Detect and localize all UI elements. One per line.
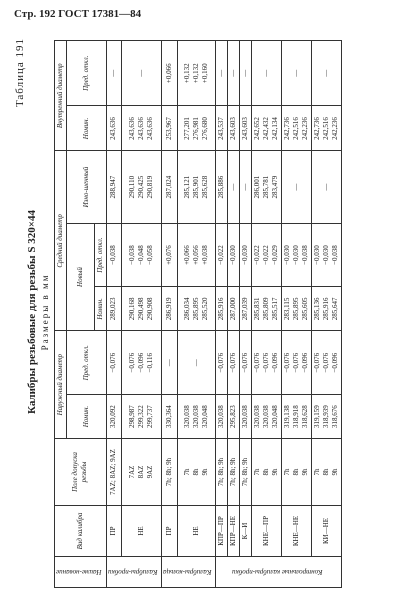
cell-line: — bbox=[322, 183, 331, 191]
col-inner: Внутренний диаметр bbox=[55, 41, 67, 151]
group-label-text: Контрольные калибры-пробки bbox=[232, 568, 323, 577]
col-inner-dev: Пред. откл. bbox=[67, 41, 107, 106]
cell-line: — bbox=[229, 69, 238, 77]
cell-line: 320,038 bbox=[253, 405, 262, 428]
cell-line: 285,895 bbox=[192, 297, 201, 321]
cell-line: 242,652 bbox=[253, 117, 262, 140]
cell-idev bbox=[252, 41, 282, 106]
cell-line: 7h bbox=[313, 468, 322, 476]
cell-vid: КНЕ—ПР bbox=[252, 506, 282, 557]
cell-line: 285,916 bbox=[322, 297, 331, 321]
cell-line: 283,479 bbox=[271, 175, 280, 199]
cell-onom bbox=[177, 395, 216, 439]
cell-line: 285,831 bbox=[253, 297, 262, 321]
page-header: Стр. 192 ГОСТ 17381—84 bbox=[14, 8, 142, 20]
cell-line: +0,056 bbox=[192, 245, 201, 265]
cell-mworn bbox=[122, 151, 162, 223]
cell-line: −0,076 bbox=[241, 352, 250, 373]
cell-line: 243,603 bbox=[241, 117, 250, 140]
cell-line: −0,076 bbox=[109, 352, 118, 373]
cell-onom bbox=[162, 395, 178, 439]
cell-line: 7h; 8h; 9h bbox=[229, 457, 238, 487]
col-mid-dev: Пред. откл. bbox=[94, 223, 106, 287]
cell-vid: НЕ bbox=[177, 506, 216, 557]
cell-line: 7AZ bbox=[128, 465, 137, 479]
cell-line: 7h bbox=[253, 468, 262, 476]
cell-line: −0,076 bbox=[217, 352, 226, 373]
cell-field bbox=[228, 439, 240, 506]
cell-idev bbox=[162, 41, 178, 106]
cell-line: 286,919 bbox=[164, 297, 173, 321]
cell-line: 9AZ bbox=[146, 465, 155, 479]
cell-inom bbox=[252, 106, 282, 151]
cell-mworn bbox=[228, 151, 240, 223]
cell-odev bbox=[216, 331, 228, 395]
cell-line: 285,628 bbox=[201, 175, 210, 199]
cell-field bbox=[216, 439, 228, 506]
cell-line: 243,537 bbox=[217, 117, 226, 140]
cell-mworn bbox=[162, 151, 178, 223]
cell-line: 243,603 bbox=[229, 117, 238, 140]
cell-line: −0,096 bbox=[271, 352, 280, 373]
cell-line: 299,322 bbox=[137, 405, 146, 428]
cell-line: 243,636 bbox=[137, 117, 146, 140]
cell-line: −0,116 bbox=[146, 353, 155, 373]
cell-mnom bbox=[177, 287, 216, 331]
cell-line: +0,160 bbox=[201, 63, 210, 84]
cell-line: — bbox=[262, 69, 271, 77]
table-subtitle: Размеры в мм bbox=[40, 273, 50, 351]
cell-line: — bbox=[241, 69, 250, 77]
cell-inom bbox=[122, 106, 162, 151]
cell-line: 9h bbox=[201, 468, 210, 476]
col-outer-nom: Номин. bbox=[67, 395, 107, 439]
cell-line: −0,076 bbox=[229, 352, 238, 373]
cell-line: +0,132 bbox=[183, 63, 192, 84]
cell-line: 7h bbox=[283, 468, 292, 476]
cell-onom bbox=[122, 395, 162, 439]
cell-line: 318,676 bbox=[331, 405, 340, 428]
cell-mnom bbox=[282, 287, 312, 331]
cell-inom bbox=[312, 106, 342, 151]
cell-line: 290,425 bbox=[137, 175, 146, 199]
group-label-text: Калибры-кольца bbox=[163, 568, 212, 577]
cell-line: — bbox=[217, 69, 226, 77]
cell-vid: НЕ bbox=[122, 506, 162, 557]
cell-line: 242,516 bbox=[322, 117, 331, 140]
cell-line: 320,048 bbox=[201, 405, 210, 428]
table-row bbox=[177, 41, 216, 588]
cell-idev bbox=[106, 41, 122, 106]
cell-line: −0,048 bbox=[137, 245, 146, 265]
cell-line: −0,076 bbox=[253, 352, 262, 373]
cell-line: 285,605 bbox=[301, 297, 310, 321]
cell-line: −0,076 bbox=[313, 352, 322, 373]
cell-vid: ПР bbox=[162, 506, 178, 557]
cell-vid: К—И bbox=[240, 506, 252, 557]
cell-line: −0,076 bbox=[322, 352, 331, 373]
cell-line: −0,022 bbox=[253, 245, 262, 265]
cell-field bbox=[240, 439, 252, 506]
cell-mnom bbox=[162, 287, 178, 331]
gauge-table bbox=[54, 40, 342, 588]
cell-mnom bbox=[106, 287, 122, 331]
cell-line: 8h bbox=[292, 468, 301, 476]
cell-line: −0,076 bbox=[283, 352, 292, 373]
cell-line: −0,096 bbox=[331, 352, 340, 373]
col-mid: Средний диаметр bbox=[55, 151, 67, 331]
cell-line: 290,110 bbox=[128, 175, 137, 199]
cell-field bbox=[282, 439, 312, 506]
cell-line: 290,819 bbox=[146, 175, 155, 199]
cell-line: 253,967 bbox=[164, 117, 173, 140]
cell-field bbox=[162, 439, 178, 506]
group-label-text: Калибры-пробки bbox=[107, 568, 158, 577]
cell-odev bbox=[162, 331, 178, 395]
cell-mnom bbox=[122, 287, 162, 331]
cell-vid: КПР—ПР bbox=[216, 506, 228, 557]
cell-odev bbox=[282, 331, 312, 395]
cell-field bbox=[312, 439, 342, 506]
cell-line: −0,030 bbox=[229, 245, 238, 265]
col-outer-dev: Пред. откл. bbox=[67, 331, 107, 395]
cell-line: −0,029 bbox=[271, 245, 280, 265]
cell-line: 285,121 bbox=[183, 175, 192, 199]
table-row bbox=[240, 41, 252, 588]
cell-line: +0,076 bbox=[164, 245, 173, 265]
cell-line: 318,628 bbox=[301, 405, 310, 428]
col-mid-nom: Номин. bbox=[94, 287, 106, 331]
cell-line: 285,886 bbox=[217, 175, 226, 199]
cell-onom bbox=[282, 395, 312, 439]
cell-line: 289,023 bbox=[109, 297, 118, 321]
cell-line: 243,636 bbox=[146, 117, 155, 140]
table-row bbox=[252, 41, 282, 588]
cell-line: −0,038 bbox=[109, 245, 118, 265]
cell-idev bbox=[240, 41, 252, 106]
cell-odev bbox=[122, 331, 162, 395]
cell-line: 290,908 bbox=[146, 297, 155, 321]
cell-field bbox=[122, 439, 162, 506]
cell-line: −0,022 bbox=[262, 245, 271, 265]
cell-line: −0,076 bbox=[262, 352, 271, 373]
cell-line: — bbox=[292, 69, 301, 77]
cell-line: 9h bbox=[331, 468, 340, 476]
cell-line: 8h bbox=[262, 468, 271, 476]
cell-mdev bbox=[228, 223, 240, 287]
cell-onom bbox=[228, 395, 240, 439]
cell-odev bbox=[228, 331, 240, 395]
cell-line: −0,030 bbox=[313, 245, 322, 265]
cell-line: 288,947 bbox=[109, 175, 118, 199]
cell-onom bbox=[252, 395, 282, 439]
cell-line: 7h bbox=[183, 468, 192, 476]
cell-vid: КНЕ—НЕ bbox=[282, 506, 312, 557]
cell-mnom bbox=[216, 287, 228, 331]
table-row bbox=[228, 41, 240, 588]
cell-mworn bbox=[312, 151, 342, 223]
cell-mdev bbox=[162, 223, 178, 287]
cell-line: −0,030 bbox=[283, 245, 292, 265]
cell-line: 290,168 bbox=[128, 297, 137, 321]
table-row bbox=[122, 41, 162, 588]
cell-inom bbox=[216, 106, 228, 151]
table-row bbox=[312, 41, 342, 588]
cell-line: 285,895 bbox=[292, 297, 301, 321]
cell-line: 242,236 bbox=[301, 117, 310, 140]
cell-line: 285,136 bbox=[313, 297, 322, 321]
cell-mworn bbox=[282, 151, 312, 223]
group-label bbox=[162, 557, 216, 588]
cell-line: 285,517 bbox=[271, 297, 280, 321]
cell-line: −0,038 bbox=[301, 245, 310, 265]
cell-line: 287,000 bbox=[229, 297, 238, 321]
cell-line: 330,364 bbox=[164, 405, 173, 428]
cell-mdev bbox=[106, 223, 122, 287]
cell-line: — bbox=[241, 183, 250, 191]
cell-vid: КПР—НЕ bbox=[228, 506, 240, 557]
cell-mworn bbox=[177, 151, 216, 223]
cell-line: 320,038 bbox=[183, 405, 192, 428]
cell-line: 7AZ; 8AZ; 9AZ bbox=[109, 449, 118, 495]
cell-line: 277,201 bbox=[183, 117, 192, 140]
cell-idev bbox=[228, 41, 240, 106]
cell-line: — bbox=[229, 183, 238, 191]
cell-line: 276,680 bbox=[201, 117, 210, 140]
cell-line: −0,030 bbox=[322, 245, 331, 265]
cell-line: 285,901 bbox=[192, 175, 201, 199]
cell-line: 7h; 8h; 9h bbox=[241, 457, 250, 487]
cell-line: 286,001 bbox=[253, 175, 262, 199]
cell-mworn bbox=[216, 151, 228, 223]
cell-line: 242,134 bbox=[271, 117, 280, 140]
cell-inom bbox=[228, 106, 240, 151]
table-row bbox=[216, 41, 228, 588]
cell-line: 242,432 bbox=[262, 117, 271, 140]
cell-line: −0,038 bbox=[331, 245, 340, 265]
cell-odev bbox=[177, 331, 216, 395]
rotated-table-block bbox=[12, 32, 402, 592]
cell-line: 319,138 bbox=[283, 405, 292, 428]
table-title: Калибры резьбовые для резьбы S 320×44 bbox=[26, 209, 38, 415]
cell-mdev bbox=[177, 223, 216, 287]
cell-inom bbox=[282, 106, 312, 151]
cell-line: 242,736 bbox=[313, 117, 322, 140]
cell-line: — bbox=[292, 183, 301, 191]
cell-line: — bbox=[164, 359, 173, 367]
group-label bbox=[216, 557, 342, 588]
cell-line: 7h; 8h; 9h bbox=[217, 457, 226, 487]
cell-line: −0,076 bbox=[292, 352, 301, 373]
col-mid-new: Новый bbox=[67, 223, 95, 331]
cell-line: +0,066 bbox=[164, 63, 173, 84]
cell-line: 285,809 bbox=[262, 297, 271, 321]
cell-vid: ПР bbox=[106, 506, 122, 557]
cell-line: 295,823 bbox=[229, 405, 238, 428]
cell-line: −0,096 bbox=[301, 352, 310, 373]
cell-mnom bbox=[252, 287, 282, 331]
cell-mdev bbox=[122, 223, 162, 287]
col-inner-nom: Номин. bbox=[67, 106, 107, 151]
cell-mnom bbox=[312, 287, 342, 331]
cell-line: 286,034 bbox=[183, 297, 192, 321]
cell-line: +0,132 bbox=[192, 63, 201, 84]
col-vid: Вид калибра bbox=[55, 506, 107, 557]
cell-line: — bbox=[192, 359, 201, 367]
cell-field bbox=[177, 439, 216, 506]
cell-onom bbox=[106, 395, 122, 439]
table-row bbox=[162, 41, 178, 588]
cell-mdev bbox=[312, 223, 342, 287]
cell-inom bbox=[240, 106, 252, 151]
cell-line: 243,636 bbox=[109, 117, 118, 140]
cell-idev bbox=[122, 41, 162, 106]
cell-line: −0,030 bbox=[241, 245, 250, 265]
cell-mdev bbox=[216, 223, 228, 287]
cell-line: 9h bbox=[301, 468, 310, 476]
group-label bbox=[106, 557, 162, 588]
cell-mworn bbox=[252, 151, 282, 223]
cell-line: 243,636 bbox=[128, 117, 137, 140]
table-body bbox=[106, 41, 342, 588]
cell-odev bbox=[240, 331, 252, 395]
cell-idev bbox=[216, 41, 228, 106]
cell-line: — bbox=[322, 69, 331, 77]
cell-odev bbox=[252, 331, 282, 395]
cell-odev bbox=[312, 331, 342, 395]
cell-line: +0,066 bbox=[183, 245, 192, 265]
cell-line: −0,076 bbox=[128, 352, 137, 373]
cell-line: 320,038 bbox=[217, 405, 226, 428]
cell-line: 8AZ bbox=[137, 465, 146, 479]
cell-line: 242,736 bbox=[283, 117, 292, 140]
cell-mnom bbox=[228, 287, 240, 331]
table-row bbox=[282, 41, 312, 588]
cell-line: 285,781 bbox=[262, 175, 271, 199]
cell-line: 320,092 bbox=[109, 405, 118, 428]
cell-inom bbox=[177, 106, 216, 151]
cell-mworn bbox=[106, 151, 122, 223]
cell-line: 290,498 bbox=[137, 297, 146, 321]
cell-line: 285,520 bbox=[201, 297, 210, 321]
cell-line: 9h bbox=[271, 468, 280, 476]
cell-line: 285,916 bbox=[217, 297, 226, 321]
cell-line: −0,022 bbox=[217, 245, 226, 265]
cell-line: 320,048 bbox=[271, 405, 280, 428]
cell-line: 8h bbox=[322, 468, 331, 476]
cell-field bbox=[252, 439, 282, 506]
cell-mworn bbox=[240, 151, 252, 223]
cell-line: 318,918 bbox=[292, 405, 301, 428]
cell-line: 319,159 bbox=[313, 405, 322, 428]
col-name: Наиме-нование bbox=[55, 557, 107, 588]
cell-line: 242,516 bbox=[292, 117, 301, 140]
cell-line: 299,737 bbox=[146, 405, 155, 428]
cell-idev bbox=[312, 41, 342, 106]
cell-line: 8h bbox=[192, 468, 201, 476]
cell-line: 318,939 bbox=[322, 405, 331, 428]
cell-line: −0,096 bbox=[137, 352, 146, 373]
cell-line: −0,058 bbox=[146, 245, 155, 265]
cell-line: 283,115 bbox=[283, 297, 292, 321]
col-mid-worn: Изно-шенный bbox=[67, 151, 107, 223]
cell-vid: КИ—НЕ bbox=[312, 506, 342, 557]
cell-inom bbox=[106, 106, 122, 151]
table-number: Таблица 191 bbox=[14, 38, 26, 108]
cell-mdev bbox=[252, 223, 282, 287]
cell-idev bbox=[282, 41, 312, 106]
cell-onom bbox=[216, 395, 228, 439]
cell-line: 287,039 bbox=[241, 297, 250, 321]
cell-field bbox=[106, 439, 122, 506]
cell-line: 285,647 bbox=[331, 297, 340, 321]
table-row bbox=[106, 41, 122, 588]
cell-line: −0,038 bbox=[128, 245, 137, 265]
cell-onom bbox=[312, 395, 342, 439]
cell-mdev bbox=[240, 223, 252, 287]
cell-line: 320,038 bbox=[192, 405, 201, 428]
cell-line: 320,038 bbox=[262, 405, 271, 428]
cell-line: 242,236 bbox=[331, 117, 340, 140]
cell-line: — bbox=[137, 69, 146, 77]
cell-line: +0,038 bbox=[201, 245, 210, 265]
cell-line: 276,981 bbox=[192, 117, 201, 140]
col-field: Поле допуска резьбы bbox=[55, 439, 107, 506]
cell-line: 7h; 8h; 9h bbox=[164, 457, 173, 487]
cell-line: 287,024 bbox=[164, 175, 173, 199]
cell-odev bbox=[106, 331, 122, 395]
cell-line: — bbox=[109, 69, 118, 77]
cell-mnom bbox=[240, 287, 252, 331]
cell-line: −0,030 bbox=[292, 245, 301, 265]
cell-mdev bbox=[282, 223, 312, 287]
col-outer: Наружный диаметр bbox=[55, 331, 67, 439]
cell-line: 320,038 bbox=[241, 405, 250, 428]
cell-idev bbox=[177, 41, 216, 106]
cell-inom bbox=[162, 106, 178, 151]
cell-line: 298,987 bbox=[128, 405, 137, 428]
cell-onom bbox=[240, 395, 252, 439]
